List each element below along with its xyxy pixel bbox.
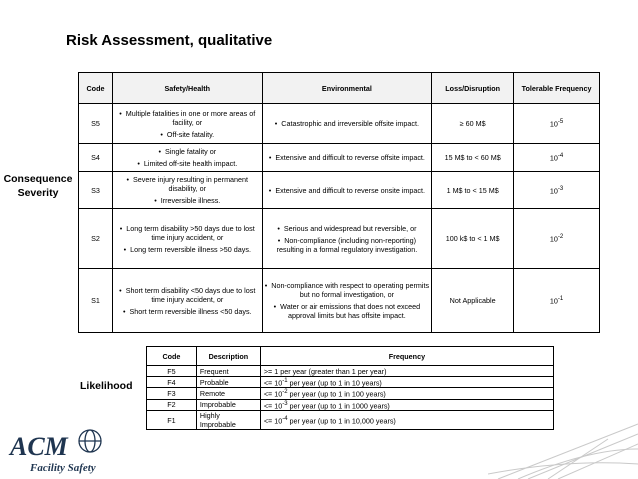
likelihood-row-f4 [147,377,554,388]
list-item: • Long term reversible illness >50 days. [115,245,260,254]
loss-cell: ≥ 60 M$ [432,104,514,144]
safety-cell [112,104,262,144]
frequency-exponent: -1 [557,296,564,303]
frequency-prefix: <= 10 [263,416,283,426]
header-environmental: Environmental [262,73,432,104]
frequency-base: 10 [549,186,558,196]
list-item: • Off-site fatality. [115,130,260,139]
page-title: Risk Assessment, qualitative [66,32,273,49]
frequency-exponent: -2 [557,234,564,241]
acm-facility-safety-logo [8,425,108,475]
list-item: • Long term disability >50 days due to lost time injury accident, or [115,224,260,242]
description-cell: Improbable [196,399,260,410]
frequency-base: 10 [549,153,558,163]
row-code: F5 [147,366,197,377]
likelihood-row-f5 [147,366,554,377]
safety-cell [112,144,262,172]
frequency-cell [260,377,553,388]
header-code: Code [79,73,113,104]
likelihood-table [146,346,554,430]
frequency-cell [260,388,553,399]
frequency-cell: >= 1 per year (greater than 1 per year) [260,366,553,377]
list-item: • Short term reversible illness <50 days. [115,307,260,316]
list-item: • Non-compliance with respect to operating permits but no formal investigation, or [265,281,430,299]
environmental-cell [262,209,432,269]
severity-row-s4 [79,144,600,172]
frequency-cell [514,104,600,144]
description-cell: Highly Improbable [196,411,260,430]
list-item: • Multiple fatalities in one or more areas of facility, or [115,109,260,127]
likelihood-row-f3 [147,388,554,399]
environmental-cell [262,104,432,144]
severity-row-s1 [79,269,600,333]
frequency-cell [514,209,600,269]
safety-cell [112,209,262,269]
likelihood-header-row [147,347,554,366]
list-item: • Severe injury resulting in permanent disability, or [115,175,260,193]
loss-cell: Not Applicable [432,269,514,333]
row-code: F4 [147,377,197,388]
severity-header-row [79,73,600,104]
severity-row-s2 [79,209,600,269]
environmental-cell [262,144,432,172]
row-code: F3 [147,388,197,399]
frequency-exponent: -4 [557,153,564,160]
header-safety-health: Safety/Health [112,73,262,104]
likelihood-row-f2 [147,399,554,410]
list-item: • Serious and widespread but reversible, or [265,224,430,233]
list-item: • Catastrophic and irreversible offsite impact. [265,119,430,128]
row-code: S3 [79,172,113,209]
safety-cell [112,269,262,333]
frequency-suffix: per year (up to 1 in 100 years) [287,389,386,399]
globe-icon [79,430,101,452]
frequency-suffix: per year (up to 1 in 10 years) [287,378,382,388]
logo-subtitle: Facility Safety [30,462,96,474]
loss-cell: 15 M$ to < 60 M$ [432,144,514,172]
row-code: F2 [147,399,197,410]
list-item: • Short term disability <50 days due to lost time injury accident, or [115,286,260,304]
row-code: S5 [79,104,113,144]
list-item: • Extensive and difficult to reverse onsite impact. [265,186,430,195]
logo-letters: ACM [10,432,68,461]
frequency-exponent: -3 [282,400,288,407]
severity-table [78,72,600,333]
header-frequency: Frequency [260,347,553,366]
description-cell: Frequent [196,366,260,377]
severity-row-s3 [79,172,600,209]
list-item: • Single fatality or [115,147,260,156]
loss-cell: 100 k$ to < 1 M$ [432,209,514,269]
frequency-suffix: per year (up to 1 in 1000 years) [287,401,390,411]
frequency-exponent: -2 [282,389,288,396]
frequency-exponent: -1 [282,378,288,384]
frequency-cell [260,399,553,410]
row-code: S2 [79,209,113,269]
row-code: S1 [79,269,113,333]
safety-cell [112,172,262,209]
frequency-exponent: -5 [557,119,564,126]
header-loss-disruption: Loss/Disruption [432,73,514,104]
description-cell: Probable [196,377,260,388]
frequency-prefix: <= 10 [263,401,283,411]
frequency-suffix: per year (up to 1 in 10,000 years) [287,416,396,426]
frequency-prefix: <= 10 [263,378,283,388]
frequency-cell [514,172,600,209]
frequency-cell [514,269,600,333]
list-item: • Water or air emissions that does not exceed approval limits but has offsite impact. [265,302,430,320]
frequency-exponent: -3 [557,185,564,192]
list-item: • Limited off-site health impact. [115,159,260,168]
header-code: Code [147,347,197,366]
frequency-cell [514,144,600,172]
decorative-corner-lines [488,419,638,479]
likelihood-label: Likelihood [80,380,133,392]
header-tolerable-frequency: Tolerable Frequency [514,73,600,104]
list-item: • Extensive and difficult to reverse offsite impact. [265,153,430,162]
header-description: Description [196,347,260,366]
description-cell: Remote [196,388,260,399]
frequency-base: 10 [549,296,558,306]
list-item: • Irreversible illness. [115,196,260,205]
frequency-base: 10 [549,119,558,129]
list-item: • Non-compliance (including non-reporting) resulting in a formal regulatory investigation. [265,236,430,254]
severity-row-s5 [79,104,600,144]
frequency-prefix: <= 10 [263,389,283,399]
consequence-severity-label: Consequence Severity [3,173,73,199]
frequency-base: 10 [549,234,558,244]
environmental-cell [262,269,432,333]
row-code: S4 [79,144,113,172]
frequency-exponent: -4 [282,415,288,422]
loss-cell: 1 M$ to < 15 M$ [432,172,514,209]
environmental-cell [262,172,432,209]
row-code: F1 [147,411,197,430]
